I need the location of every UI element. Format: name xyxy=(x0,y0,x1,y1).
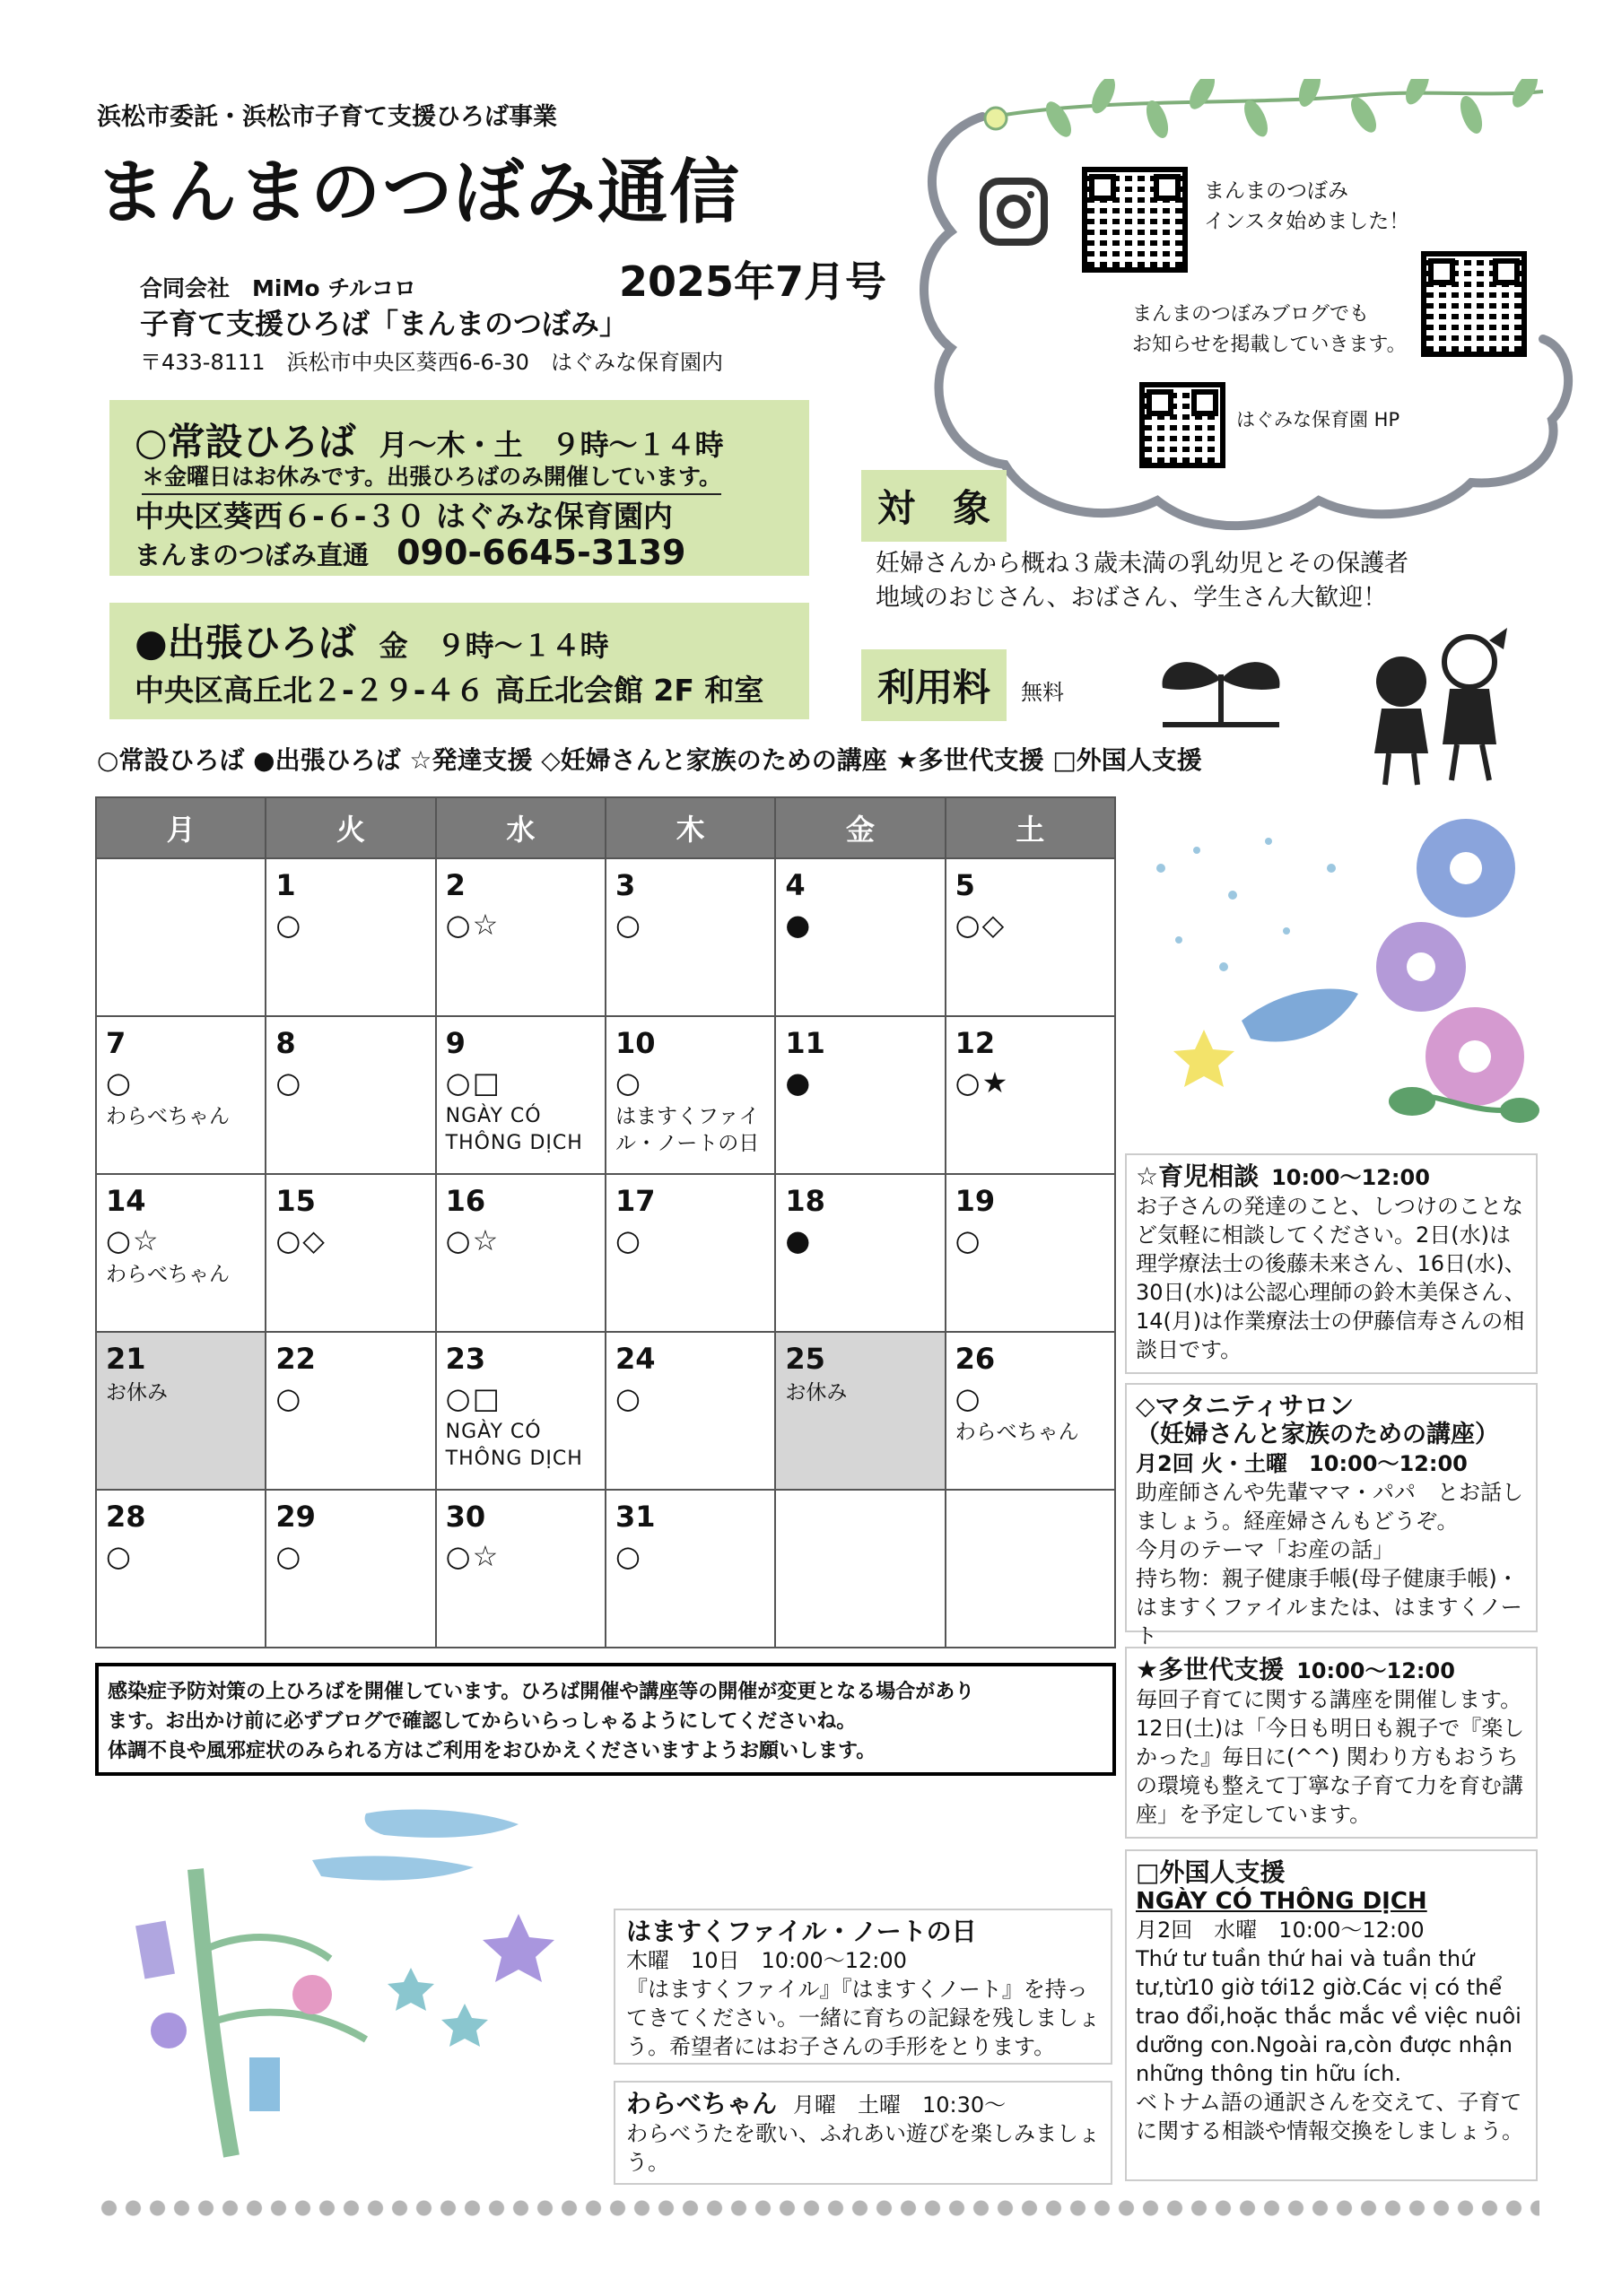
blog-line2: お知らせを掲載していきます。 xyxy=(1132,334,1407,356)
consult-body: お子さんの発達のこと、しつけのことなど気軽に相談してください。2日(水)は理学療法士の後藤未来さん、16日(水)、30日(水)は公認心理師の鈴木美保さん、14(月)は作業療法士の伊藤信寿さんの相談日です。 xyxy=(1136,1194,1526,1362)
day-event: NGÀY CÓ THÔNG DỊCH xyxy=(445,1421,583,1470)
hamasuku-body: 『はますくファイル』『はますくノート』を持ってきてください。一緒に育ちの記録を残しましょう。希望者にはお子さんの手形をとります。 xyxy=(626,1977,1100,2059)
calendar-day-cell xyxy=(266,1174,435,1332)
calendar-day-cell xyxy=(266,1332,435,1490)
day-event: お休み xyxy=(106,1381,168,1405)
day-number: 3 xyxy=(615,868,636,902)
day-marks: ○◇ xyxy=(275,1223,327,1257)
calendar-day-cell xyxy=(266,858,435,1016)
day-number: 14 xyxy=(106,1184,146,1218)
calendar-day-cell xyxy=(266,1490,435,1648)
header-sat: 土 xyxy=(946,797,1115,858)
foreign-body-ja: ベトナム語の通訳さんを交えて、子育てに関する相談や情報交換をしましょう。 xyxy=(1136,2090,1523,2144)
day-number: 11 xyxy=(785,1026,825,1060)
day-marks: ○☆ xyxy=(445,1539,501,1573)
day-number: 28 xyxy=(106,1500,146,1534)
legend: ○常設ひろば ●出張ひろば ☆発達支援 ◇妊婦さんと家族のための講座 ★多世代支援 □外国人支援 xyxy=(97,745,1202,775)
calendar-week-row xyxy=(96,1490,1115,1648)
warabe-box xyxy=(614,2081,1112,2185)
day-number: 10 xyxy=(615,1026,656,1060)
tanabata-illustration xyxy=(97,1788,608,2165)
fee-value: 無料 xyxy=(1021,680,1064,705)
calendar-week-row xyxy=(96,1332,1115,1490)
day-number: 2 xyxy=(445,868,466,902)
calendar-day-cell xyxy=(436,1490,606,1648)
foreign-title: □外国人支援 xyxy=(1136,1857,1286,1887)
children-illustration xyxy=(1355,619,1525,798)
day-marks: ○ xyxy=(955,1381,982,1415)
hp-text: はぐみな保育園 HP xyxy=(1236,409,1400,430)
hamasuku-box xyxy=(614,1909,1112,2065)
day-marks: ● xyxy=(785,908,813,942)
day-marks: ○□ xyxy=(445,1381,501,1415)
calendar-day-cell xyxy=(946,1016,1115,1174)
calendar-day-cell xyxy=(436,1332,606,1490)
calendar-day-cell xyxy=(606,858,775,1016)
morning-glory-illustration xyxy=(1125,814,1547,1146)
day-marks: ○ xyxy=(275,1381,303,1415)
instagram-icon[interactable] xyxy=(978,176,1050,248)
day-event: わらべちゃん xyxy=(955,1421,1079,1444)
calendar-day-cell xyxy=(96,1490,266,1648)
header-mon: 月 xyxy=(96,797,266,858)
calendar-day-cell xyxy=(96,858,266,1016)
calendar-table xyxy=(95,796,1116,1648)
hamasuku-title: はますくファイル・ノートの日 xyxy=(626,1917,977,1946)
calendar-day-cell xyxy=(606,1332,775,1490)
day-marks: ○☆ xyxy=(445,1223,501,1257)
day-marks: ○☆ xyxy=(106,1223,161,1257)
warabe-body: わらべうたを歌い、ふれあい遊びを楽しみましょう。 xyxy=(626,2121,1100,2175)
phone-number[interactable]: 090-6645-3139 xyxy=(397,533,686,572)
calendar-day-cell xyxy=(946,1332,1115,1490)
calendar-week-row xyxy=(96,858,1115,1016)
regular-hiroba-box xyxy=(109,400,809,576)
instagram-line2: インスタ始めました！ xyxy=(1204,210,1410,233)
calendar-week-row xyxy=(96,1174,1115,1332)
maternity-schedule: 月2回 火・土曜 10:00〜12:00 xyxy=(1136,1451,1468,1476)
outreach-hiroba-box xyxy=(109,603,809,719)
notice-line3: 体調不良や風邪症状のみられる方はご利用をおひかえくださいますようお願いします。 xyxy=(108,1740,876,1762)
hamasuku-schedule: 木曜 10日 10:00〜12:00 xyxy=(626,1948,907,1973)
day-event: お休み xyxy=(785,1381,848,1405)
consult-hours: 10:00〜12:00 xyxy=(1271,1165,1430,1190)
day-number: 30 xyxy=(445,1500,486,1534)
day-marks: ○☆ xyxy=(445,908,501,942)
regular-location: 中央区葵西６-６-３０ はぐみな保育園内 xyxy=(135,499,673,534)
day-number: 24 xyxy=(615,1342,656,1376)
multigen-box xyxy=(1125,1647,1538,1839)
day-event: はますくファイル・ノートの日 xyxy=(615,1105,760,1155)
header-fri: 金 xyxy=(775,797,945,858)
blog-qr-code[interactable] xyxy=(1421,251,1527,357)
day-marks: ○ xyxy=(615,1539,642,1573)
day-marks: ○ xyxy=(275,1065,303,1100)
calendar-day-cell xyxy=(775,1332,945,1490)
org-name: 子育て支援ひろば「まんまのつぼみ」 xyxy=(140,307,629,341)
blog-line1: まんまのつぼみブログでも xyxy=(1132,303,1370,326)
maternity-box xyxy=(1125,1383,1538,1648)
multigen-body: 毎回子育てに関する講座を開催します。12日(土)は「今日も明日も親子で『楽しかった』毎日に(^^) 関わり方もおうちの環境も整えて丁寧な子育て力を育む講座」を予定しています。 xyxy=(1136,1687,1525,1827)
day-marks: ○◇ xyxy=(955,908,1007,942)
day-marks: ● xyxy=(785,1223,813,1257)
calendar-week-row xyxy=(96,1016,1115,1174)
phone-label: まんまのつぼみ直通 xyxy=(135,540,370,570)
calendar-day-cell xyxy=(266,1016,435,1174)
day-event: わらべちゃん xyxy=(106,1105,230,1128)
instagram-qr-code[interactable] xyxy=(1082,167,1188,273)
day-marks: ○ xyxy=(615,1223,642,1257)
foreign-support-box xyxy=(1125,1849,1538,2181)
calendar-day-cell xyxy=(775,1016,945,1174)
day-number: 15 xyxy=(275,1184,316,1218)
calendar-day-cell xyxy=(436,1174,606,1332)
calendar-day-cell xyxy=(946,1490,1115,1648)
notice-line1: 感染症予防対策の上ひろばを開催しています。ひろば開催や講座等の開催が変更となる場合があり xyxy=(108,1681,975,1703)
calendar-day-cell xyxy=(606,1174,775,1332)
header-tue: 火 xyxy=(266,797,435,858)
day-marks: ○ xyxy=(615,1381,642,1415)
regular-note: ＊金曜日はお休みです。出張ひろばのみ開催しています。 xyxy=(142,459,721,495)
target-text xyxy=(876,547,1408,615)
warabe-title: わらべちゃん xyxy=(626,2089,778,2118)
day-number: 29 xyxy=(275,1500,316,1534)
day-number: 17 xyxy=(615,1184,656,1218)
page-title: まんまのつぼみ通信 xyxy=(95,152,742,233)
header-thu: 木 xyxy=(606,797,775,858)
day-event: NGÀY CÓ THÔNG DỊCH xyxy=(445,1105,583,1154)
day-marks: ○ xyxy=(955,1223,982,1257)
issue-label: 2025年7月号 xyxy=(619,257,887,306)
calendar-day-cell xyxy=(96,1174,266,1332)
maternity-items: 持ち物：親子健康手帳(母子健康手帳)・はますくファイルまたは、はますくノート xyxy=(1136,1566,1522,1648)
calendar-day-cell xyxy=(606,1016,775,1174)
day-number: 26 xyxy=(955,1342,996,1376)
calendar-day-cell xyxy=(946,858,1115,1016)
day-number: 9 xyxy=(445,1026,466,1060)
day-number: 8 xyxy=(275,1026,296,1060)
fee-label: 利用料 xyxy=(861,649,1007,721)
instagram-line1: まんまのつぼみ xyxy=(1204,179,1348,203)
maternity-subtitle: （妊婦さんと家族のための講座） xyxy=(1136,1421,1499,1448)
day-marks: ○□ xyxy=(445,1065,501,1100)
multigen-hours: 10:00〜12:00 xyxy=(1296,1658,1455,1683)
notice-line2: ます。お出かけ前に必ずブログで確認してからいらっしゃるようにしてくださいね。 xyxy=(108,1710,857,1733)
day-event: わらべちゃん xyxy=(106,1263,230,1286)
day-marks: ○ xyxy=(106,1065,133,1100)
foreign-subtitle: NGÀY CÓ THÔNG DỊCH xyxy=(1136,1888,1427,1915)
day-marks: ○★ xyxy=(955,1065,1010,1100)
foreign-body-vi: Thứ tư tuần thứ hai và tuần thứ tư,từ10 giờ tới12 giờ.Các vị có thể trao đổi,hoặc thắc mắc về việc nuôi dưỡng con.Ngoài ra,còn được nhận những thông tin hữu ích. xyxy=(1136,1946,1521,2086)
day-number: 23 xyxy=(445,1342,486,1376)
target-line2: 地域のおじさん、おばさん、学生さん大歓迎！ xyxy=(876,584,1388,612)
day-marks: ○ xyxy=(275,1539,303,1573)
outreach-hours: 金 ９時〜１４時 xyxy=(379,629,609,663)
day-number: 5 xyxy=(955,868,975,902)
day-number: 19 xyxy=(955,1184,996,1218)
day-marks: ○ xyxy=(106,1539,133,1573)
hp-qr-code[interactable] xyxy=(1139,382,1225,468)
day-marks: ○ xyxy=(615,1065,642,1100)
day-number: 4 xyxy=(785,868,806,902)
day-number: 12 xyxy=(955,1026,996,1060)
day-marks: ○ xyxy=(615,908,642,942)
day-number: 7 xyxy=(106,1026,126,1060)
consult-title: ☆育児相談 xyxy=(1136,1161,1260,1191)
regular-title: ○常設ひろば xyxy=(135,420,356,464)
target-label: 対 象 xyxy=(861,470,1007,542)
header-wed: 水 xyxy=(436,797,606,858)
day-number: 31 xyxy=(615,1500,656,1534)
day-number: 22 xyxy=(275,1342,316,1376)
maternity-body: 助産師さんや先輩ママ・パパ とお話しましょう。経産婦さんもどうぞ。 xyxy=(1136,1480,1523,1534)
calendar-day-cell xyxy=(436,1016,606,1174)
day-number: 16 xyxy=(445,1184,486,1218)
calendar-day-cell xyxy=(96,1332,266,1490)
maternity-theme: 今月のテーマ「お産の話」 xyxy=(1136,1537,1394,1562)
outreach-title: ●出張ひろば xyxy=(135,621,356,665)
instagram-text xyxy=(1204,176,1409,237)
notice-box xyxy=(95,1663,1116,1776)
calendar-day-cell xyxy=(775,858,945,1016)
day-number: 18 xyxy=(785,1184,825,1218)
multigen-title: ★多世代支援 xyxy=(1136,1655,1285,1684)
supertitle: 浜松市委託・浜松市子育て支援ひろば事業 xyxy=(97,103,557,131)
consult-box xyxy=(1125,1153,1538,1374)
day-number: 25 xyxy=(785,1342,825,1376)
foreign-schedule: 月2回 水曜 10:00〜12:00 xyxy=(1136,1918,1425,1943)
sprout-illustration xyxy=(1154,639,1288,728)
maternity-title: ◇マタニティサロン xyxy=(1136,1391,1355,1421)
calendar-day-cell xyxy=(96,1016,266,1174)
calendar-day-cell xyxy=(436,858,606,1016)
day-marks: ○ xyxy=(275,908,303,942)
target-line1: 妊婦さんから概ね３歳未満の乳幼児とその保護者 xyxy=(876,550,1408,578)
warabe-schedule: 月曜 土曜 10:30〜 xyxy=(793,2092,1007,2118)
calendar-day-cell xyxy=(606,1490,775,1648)
day-number: 21 xyxy=(106,1342,146,1376)
calendar-day-cell xyxy=(775,1174,945,1332)
company-name: 合同会社 MiMo チルコロ xyxy=(140,275,416,301)
dotted-divider xyxy=(97,2199,1539,2217)
calendar-header-row xyxy=(96,797,1115,858)
calendar-day-cell xyxy=(775,1490,945,1648)
address: 〒433-8111 浜松市中央区葵西6-6-30 はぐみな保育園内 xyxy=(140,350,723,375)
calendar-day-cell xyxy=(946,1174,1115,1332)
day-number: 1 xyxy=(275,868,296,902)
regular-hours: 月〜木・土 ９時〜１４時 xyxy=(379,428,724,462)
blog-text xyxy=(1132,300,1407,361)
outreach-location: 中央区高丘北２-２９-４６ 高丘北会館 2F 和室 xyxy=(135,673,764,708)
day-marks: ● xyxy=(785,1065,813,1100)
